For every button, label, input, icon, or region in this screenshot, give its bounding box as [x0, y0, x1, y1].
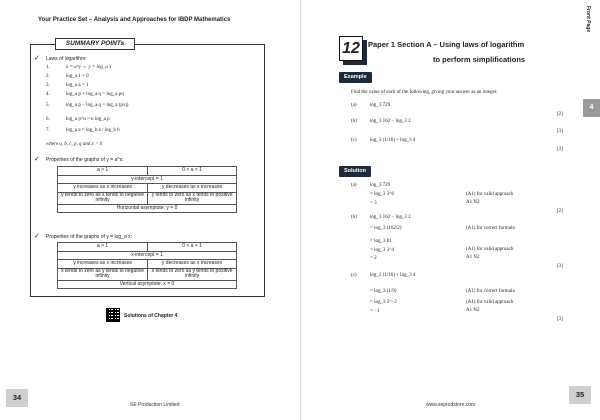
table-header: a > 1 — [58, 167, 148, 176]
solution-part-label: (a) — [351, 183, 357, 188]
marking-note: (A1) for valid approach — [466, 247, 514, 252]
table-cell: y decreases as x increases — [148, 260, 237, 269]
table-cell: Vertical asymptote: x = 0 — [58, 280, 237, 289]
marking-note: (A1) for valid approach — [466, 192, 514, 197]
law-expr: log_a p + log_a q = log_a pq — [66, 92, 124, 97]
law-item: 6. — [46, 117, 50, 122]
table-header: 0 < a < 1 — [148, 243, 237, 252]
solution-line: = log_3 3^4 — [370, 248, 395, 253]
solution-line: = log_3 3^6 — [370, 192, 395, 197]
table-cell: y tends to zero as x tends to negative infinity — [58, 192, 148, 204]
qr-code-icon[interactable] — [106, 308, 120, 322]
solution-marks: [3] — [557, 317, 563, 322]
marking-note: (A1) for correct formula — [466, 289, 515, 294]
table-header: a > 1 — [58, 243, 148, 252]
solution-marks: [2] — [557, 209, 563, 214]
website-footer[interactable]: www.seprodstore.com — [426, 402, 476, 408]
solution-line: = 3 — [370, 201, 377, 206]
law-item: 3. — [46, 83, 50, 88]
summary-points-label: SUMMARY POINTs — [55, 38, 135, 50]
instruction-text: Find the value of each of the following, giving your answer as an integer. — [351, 90, 498, 95]
solution-line: log_3 162 − log_3 2 — [370, 215, 411, 220]
table-cell: y-intercept = 1 — [58, 175, 237, 184]
log-graph-heading: Properties of the graphs of y = log_a x: — [46, 234, 133, 240]
example-label: Example — [339, 72, 372, 83]
book-title: Your Practice Set – Analysis and Approaches for IBDP Mathematics — [38, 17, 231, 23]
solution-label: Solution — [339, 166, 371, 177]
law-expr: log_a a = log_b a / log_b b — [66, 128, 120, 133]
chapter-side-tab[interactable]: 4 — [583, 99, 600, 117]
solution-part-label: (c) — [351, 273, 357, 278]
exp-graph-heading: Properties of the graphs of y = a^x: — [46, 157, 124, 163]
solution-marks: [3] — [557, 264, 563, 269]
table-cell: y increases as x increases — [58, 184, 148, 193]
solution-line: log_3 (1/16) + log_3 4 — [370, 273, 416, 278]
question-expr: log_3 729 — [370, 103, 391, 108]
laws-heading: Laws of logarithm: — [46, 56, 87, 62]
chapter-title-line2: to perform simplifications — [433, 55, 526, 64]
front-page-label: Front Page — [585, 6, 591, 33]
law-item: 7. — [46, 128, 50, 133]
marking-note: A1 N2 — [466, 200, 480, 205]
solutions-link[interactable]: Solutions of Chapter 4 — [124, 313, 178, 319]
marking-note: A1 N2 — [466, 308, 480, 313]
law-expr: x = a^y ⇔ y = log_a x — [66, 65, 112, 70]
question-expr: log_3 162 − log_3 2 — [370, 119, 411, 124]
law-item: 1. — [46, 65, 50, 70]
law-expr: log_a p − log_a q = log_a (p/q) — [66, 103, 129, 108]
solution-line: = log_3 3^−2 — [370, 300, 397, 305]
solution-line: = log_3 (162/2) — [370, 226, 402, 231]
page-spine — [300, 0, 301, 420]
law-item: 4. — [46, 92, 50, 97]
question-marks: [3] — [557, 129, 563, 134]
solution-part-label: (b) — [351, 215, 357, 220]
table-header: 0 < a < 1 — [148, 167, 237, 176]
question-label: (b) — [351, 119, 357, 124]
law-expr: log_a p^n = n log_a p — [66, 117, 110, 122]
law-item: 5. — [46, 103, 50, 108]
solution-line: = −1 — [370, 309, 380, 314]
table-cell: y tends to zero as x tends to positive infinity — [148, 192, 237, 204]
question-expr: log_3 (1/16) + log_3 4 — [370, 138, 416, 143]
check-icon: ✓ — [34, 55, 40, 62]
solution-line: = log_3 81 — [370, 239, 392, 244]
chapter-number-badge: 12 — [339, 36, 363, 61]
table-cell: Horizontal asymptote: y = 0 — [58, 204, 237, 213]
laws-where: where a, b, c, p, q and x > 0 — [46, 142, 103, 147]
chapter-title-line1: Paper 1 Section A – Using laws of logarithm — [368, 40, 525, 49]
law-item: 2. — [46, 74, 50, 79]
log-properties-table — [57, 242, 237, 289]
solution-line: = log_3 (1/9) — [370, 289, 397, 294]
law-expr: log_a 1 = 0 — [66, 74, 89, 79]
publisher-footer: SE Production Limited — [130, 402, 180, 408]
table-cell: x tends to zero as y tends to positive infinity — [148, 268, 237, 280]
table-cell: y decreases as x increases — [148, 184, 237, 193]
solution-line: log_3 729 — [370, 183, 391, 188]
solution-line: = 2 — [370, 256, 377, 261]
marking-note: (A1) for correct formula — [466, 226, 515, 231]
question-label: (a) — [351, 103, 357, 108]
check-icon: ✓ — [34, 156, 40, 163]
marking-note: A1 N2 — [466, 255, 480, 260]
law-expr: log_a a = 1 — [66, 83, 89, 88]
exp-properties-table — [57, 166, 237, 213]
page-number-right: 35 — [569, 386, 591, 404]
page-number-left: 34 — [6, 389, 28, 407]
question-marks: [2] — [557, 112, 563, 117]
table-cell: y increases as x increases — [58, 260, 148, 269]
check-icon: ✓ — [34, 233, 40, 240]
marking-note: (A1) for valid approach — [466, 300, 514, 305]
table-cell: x-intercept = 1 — [58, 251, 237, 260]
question-marks: [3] — [557, 147, 563, 152]
table-cell: x tends to zero as y tends to negative infinity — [58, 268, 148, 280]
question-label: (c) — [351, 138, 357, 143]
